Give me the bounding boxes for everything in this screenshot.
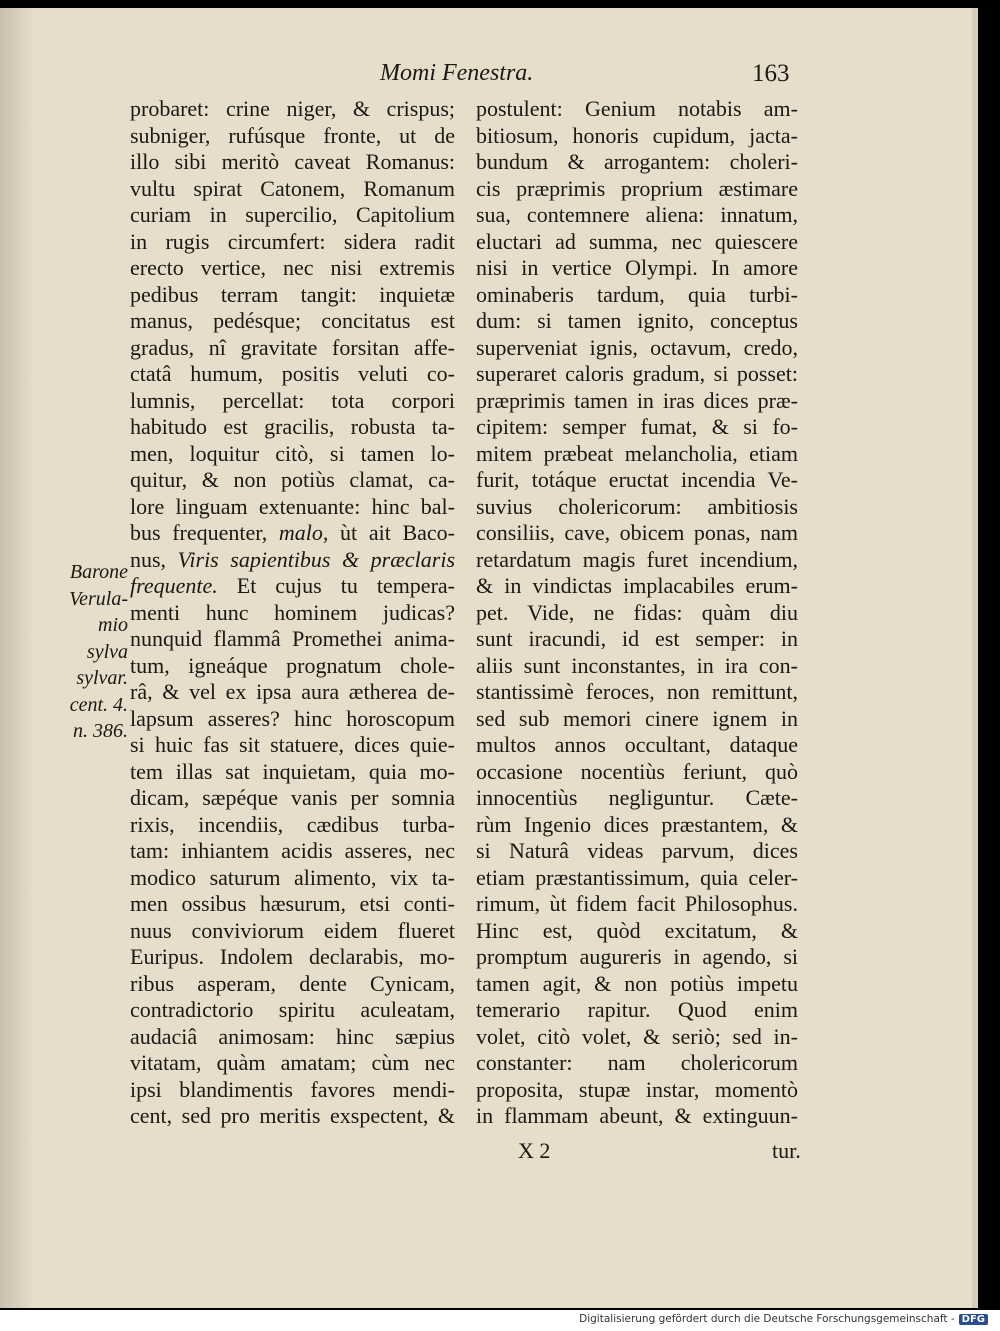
right-column-line: occasione nocentiùs feriunt, quò (476, 758, 798, 784)
right-column-line: si Naturâ videas parvum, dices (476, 838, 798, 863)
left-column-line: vitatam, quàm amatam; cùm nec (130, 1050, 455, 1075)
right-column-line: dum: si tamen ignito, conceptus (476, 308, 798, 333)
left-column-line: si huic fas sit statuere, dices quie- (130, 732, 455, 757)
left-column-line: modico saturum alimento, vix ta- (130, 864, 455, 890)
digitization-footer (0, 1310, 1000, 1331)
page-gutter-shadow (0, 8, 34, 1308)
right-column-line: cis præprimis proprium æstimare (476, 175, 798, 201)
margin-notes-line: Verula- (69, 587, 128, 610)
left-column-line: in rugis circumfert: sidera radit (130, 228, 455, 254)
right-column-line: superaret caloris gradum, si posset: (476, 361, 798, 386)
dfg-logo-icon: DFG (959, 1314, 988, 1325)
left-column-line: lore linguam extenuante: hinc bal- (130, 493, 455, 519)
right-column-line: tamen agit, & non potiùs impetu (476, 970, 798, 996)
running-title: Momi Fenestra. (380, 60, 534, 86)
left-column-line: men ossibus hæsurum, etsi conti- (130, 891, 455, 916)
right-column-line: sed sub memori cinere ignem in (476, 705, 798, 731)
left-column-line: dicam, sæpéque vanis per somnia (130, 785, 455, 810)
left-column-line: illo sibi meritò caveat Romanus: (130, 149, 455, 174)
left-column-line: gradus, nî gravitate forsitan affe- (130, 334, 455, 360)
right-column-line: præprimis tamen in iras dices præ- (476, 387, 798, 413)
left-column-line: Euripus. Indolem declarabis, mo- (130, 944, 455, 969)
left-column-line: lumnis, percellat: tota corpori (130, 387, 455, 413)
left-column-line: ctatâ humum, positis veluti co- (130, 361, 455, 386)
page-edge (972, 8, 978, 1308)
right-column-line: aliis sunt inconstantes, in ira con- (476, 652, 798, 678)
right-column-line: constanter: nam cholericorum (476, 1050, 798, 1075)
right-column-line: postulent: Genium notabis am- (476, 96, 798, 121)
left-column-line: lapsum asseres? hinc horoscopum (130, 705, 455, 731)
right-column-line: furit, totáque eructat incendia Ve- (476, 467, 798, 492)
text-column-right (476, 96, 798, 1130)
right-column-line: Hinc est, quòd excitatum, & (476, 917, 798, 943)
left-column-line: rixis, incendiis, cædibus turba- (130, 811, 455, 837)
italic-phrase: Viris sapientibus & præclaris (177, 546, 456, 572)
right-column-line: eluctari ad summa, nec quiescere (476, 228, 798, 254)
right-column-line: innocentiùs negliguntur. Cæte- (476, 785, 798, 810)
right-column-line: cipitem: semper fumat, & si fo- (476, 414, 798, 439)
left-column-line: menti hunc hominem judicas? (130, 599, 455, 625)
text-column-left (130, 96, 455, 1130)
left-column-line: bus frequenter, malo, ùt ait Baco- (130, 520, 455, 545)
left-column-line: frequente. Et cujus tu tempera- (130, 573, 455, 598)
right-column-line: sunt iracundi, id est semper: in (476, 626, 798, 651)
right-column-line: in flammam abeunt, & extinguun- (476, 1103, 798, 1128)
right-column-line: consiliis, cave, obicem ponas, nam (476, 520, 798, 545)
right-column-line: bundum & arrogantem: choleri- (476, 149, 798, 174)
margin-notes (56, 559, 128, 745)
signature-mark: X 2 (518, 1138, 551, 1163)
italic-phrase: frequente. (130, 573, 218, 598)
right-column-line: retardatum magis furet incendium, (476, 546, 798, 572)
left-column-line: audaciâ animosam: hinc sæpius (130, 1023, 455, 1049)
right-column-line: sua, contemnere aliena: innatum, (476, 202, 798, 227)
right-column-line: promptum augureris in agendo, si (476, 944, 798, 969)
left-column-line: erecto vertice, nec nisi extremis (130, 255, 455, 280)
left-column-line: pedibus terram tangit: inquietæ (130, 281, 455, 307)
left-column-line: nunquid flammâ Promethei anima- (130, 626, 455, 651)
left-column-line: subniger, rufúsque fronte, ut de (130, 122, 455, 148)
margin-notes-line: sylva (86, 640, 128, 663)
left-column-line: probaret: crine niger, & crispus; (130, 96, 455, 121)
left-column-line: tem illas sat inquietam, quia mo- (130, 758, 455, 784)
margin-notes-line: mio (98, 614, 128, 636)
margin-notes-line: cent. 4. (69, 693, 128, 716)
right-column-line: superveniat ignis, octavum, credo, (476, 334, 798, 360)
right-column-line: volet, citò volet, & seriò; sed in- (476, 1023, 798, 1049)
catchword: tur. (772, 1138, 801, 1163)
margin-notes-line: Barone (69, 561, 128, 583)
left-column-line: habitudo est gracilis, robusta ta- (130, 414, 455, 439)
right-column-line: suvius cholericorum: ambitiosis (476, 493, 798, 519)
right-column-line: temerario rapitur. Quod enim (476, 997, 798, 1022)
left-column-line: curiam in supercilio, Capitolium (130, 202, 455, 227)
left-column-line: cent, sed pro meritis exspectent, & (130, 1103, 455, 1128)
left-column-line: nus, Viris sapientibus & præclaris (130, 546, 456, 572)
left-column-line: manus, pedésque; concitatus est (130, 308, 455, 333)
right-column-line: mitem præbeat melancholia, etiam (476, 440, 798, 466)
left-column-line: men, loquitur citò, si tamen lo- (130, 440, 455, 466)
italic-phrase: malo, (278, 520, 329, 545)
right-column-line: ominaberis tardum, quia turbi- (476, 281, 798, 307)
right-column-line: pet. Vide, ne fidas: quàm diu (476, 599, 798, 625)
left-column-line: râ, & vel ex ipsa aura ætherea de- (130, 679, 455, 704)
right-column-line: stantissimè feroces, non remittunt, (476, 679, 798, 704)
digitization-notice-text: Digitalisierung gefördert durch die Deutsche Forschungsgemeinschaft - (579, 1313, 955, 1325)
digitization-notice (579, 1313, 988, 1325)
left-column-line: ribus asperam, dente Cynicam, (130, 970, 455, 996)
book-page (0, 8, 978, 1308)
left-column-line: ipsi blandimentis favores mendi- (130, 1076, 455, 1102)
left-column-line: tum, igneáque prognatum chole- (130, 652, 455, 678)
right-column-line: proposita, stupæ instar, momentò (476, 1076, 798, 1102)
left-column-line: vultu spirat Catonem, Romanum (130, 175, 455, 201)
margin-notes-line: n. 386. (73, 720, 128, 742)
right-column-line: rùm Ingenio dices præstantem, & (476, 811, 798, 837)
left-column-line: nuus conviviorum eidem flueret (130, 917, 455, 943)
right-column-line: rimum, ùt fidem facit Philosophus. (476, 891, 798, 916)
right-column-line: bitiosum, honoris cupidum, jacta- (476, 122, 798, 148)
right-column-line: multos annos occultant, dataque (476, 732, 798, 757)
left-column-line: contradictorio spiritu aculeatam, (130, 997, 455, 1022)
right-column-line: & in vindictas implacabiles erum- (476, 573, 798, 598)
right-column-line: etiam præstantissimum, quia celer- (476, 864, 798, 890)
margin-notes-line: sylvar. (76, 667, 128, 689)
left-column-line: quitur, & non potiùs clamat, ca- (130, 467, 455, 492)
right-column-line: nisi in vertice Olympi. In amore (476, 255, 798, 280)
left-column-line: tam: inhiantem acidis asseres, nec (130, 838, 455, 863)
page-number: 163 (752, 60, 790, 87)
